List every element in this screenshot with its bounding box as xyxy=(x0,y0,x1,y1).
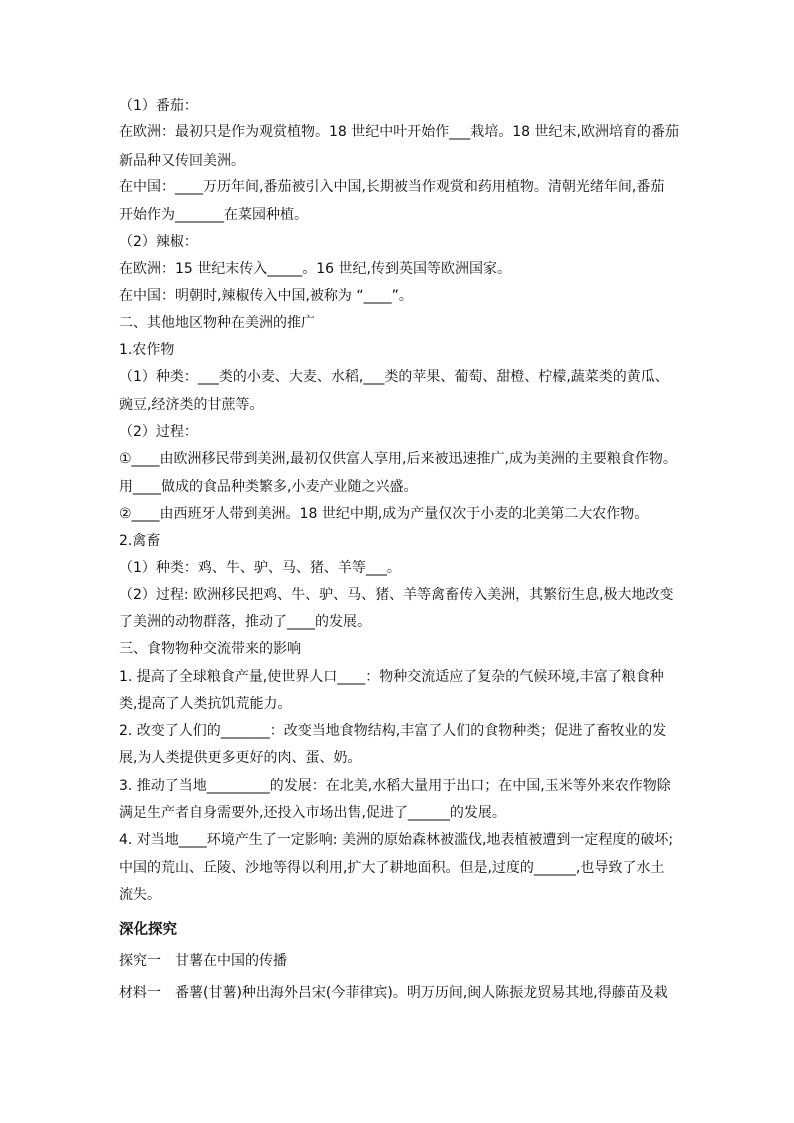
text-line: 在中国：明朝时,辣椒传入中国,被称为 “____”。 xyxy=(119,288,413,304)
text-line: 2.禽畜 xyxy=(119,533,161,549)
text-line: （2）辣椒： xyxy=(119,234,198,250)
text-line: 4. 对当地____环境产生了一定影响: 美洲的原始森林被滥伐,地表植被遭到一定程度的破坏; xyxy=(119,832,674,848)
text-line: 二、其他地区物种在美洲的推广 xyxy=(119,315,315,331)
text-line: 开始作为_______在菜园种植。 xyxy=(119,207,308,223)
text-line: （2）过程: 欧洲移民把鸡、牛、驴、马、猪、羊等禽畜传入美洲，其繁衍生息,极大地改变 xyxy=(119,587,674,603)
text-line: 3. 推动了当地_________的发展：在北美,水稻大量用于出口；在中国,玉米等外来农作物除 xyxy=(119,778,671,794)
text-line: 1. 提高了全球粮食产量,使世界人口____：物种交流适应了复杂的气候环境,丰富了粮食种 xyxy=(119,669,664,685)
text-line: 1.农作物 xyxy=(119,342,175,358)
section-heading: 深化探究 xyxy=(119,922,177,938)
text-line: （1）种类：鸡、牛、驴、马、猪、羊等___。 xyxy=(119,560,401,576)
text-line: 2. 改变了人们的_______：改变当地食物结构,丰富了人们的食物种类；促进了畜牧业的发 xyxy=(119,723,667,739)
text-line: 了美洲的动物群落，推动了____的发展。 xyxy=(119,614,371,630)
text-line: 在欧洲：最初只是作为观赏植物。18 世纪中叶开始作___栽培。18 世纪末,欧洲培育的番茄 xyxy=(119,124,679,140)
text-line: 流失。 xyxy=(119,887,161,903)
text-line: 满足生产者自身需要外,还投入市场出售,促进了______的发展。 xyxy=(119,805,506,821)
text-line: 在中国：____万历年间,番茄被引入中国,长期被当作观赏和药用植物。清朝光绪年间,番茄 xyxy=(119,179,665,195)
text-line: （1）种类：___类的小麦、大麦、水稻,___类的苹果、葡萄、甜橙、柠檬,蔬菜类的黄瓜、 xyxy=(119,369,669,385)
text-line: 中国的荒山、丘陵、沙地等得以利用,扩大了耕地面积。但是,过度的______,也导致了水土 xyxy=(119,860,665,876)
text-line: （1）番茄： xyxy=(119,98,198,114)
text-line: ②____由西班牙人带到美洲。18 世纪中期,成为产量仅次于小麦的北美第二大农作物。 xyxy=(119,506,649,522)
text-line: （2）过程： xyxy=(119,424,198,440)
material-line: 材料一 番薯(甘薯)种出海外吕宋(今菲律宾)。明万历间,闽人陈振龙贸易其地,得藤苗及栽 xyxy=(119,985,668,1001)
text-line: 新品种又传回美洲。 xyxy=(119,153,245,169)
text-line: 用____做成的食品种类繁多,小麦产业随之兴盛。 xyxy=(119,479,418,495)
text-line: ①____由欧洲移民带到美洲,最初仅供富人享用,后来被迅速推广,成为美洲的主要粮食作物。 xyxy=(119,451,677,467)
inquiry-title: 探究一 甘薯在中国的传播 xyxy=(119,953,287,969)
text-line: 类,提高了人类抗饥荒能力。 xyxy=(119,696,292,712)
text-line: 三、食物物种交流带来的影响 xyxy=(119,641,301,657)
text-line: 展,为人类提供更多更好的肉、蛋、奶。 xyxy=(119,750,362,766)
text-line: 豌豆,经济类的甘蔗等。 xyxy=(119,397,264,413)
text-line: 在欧洲：15 世纪末传入_____。16 世纪,传到英国等欧洲国家。 xyxy=(119,261,511,277)
